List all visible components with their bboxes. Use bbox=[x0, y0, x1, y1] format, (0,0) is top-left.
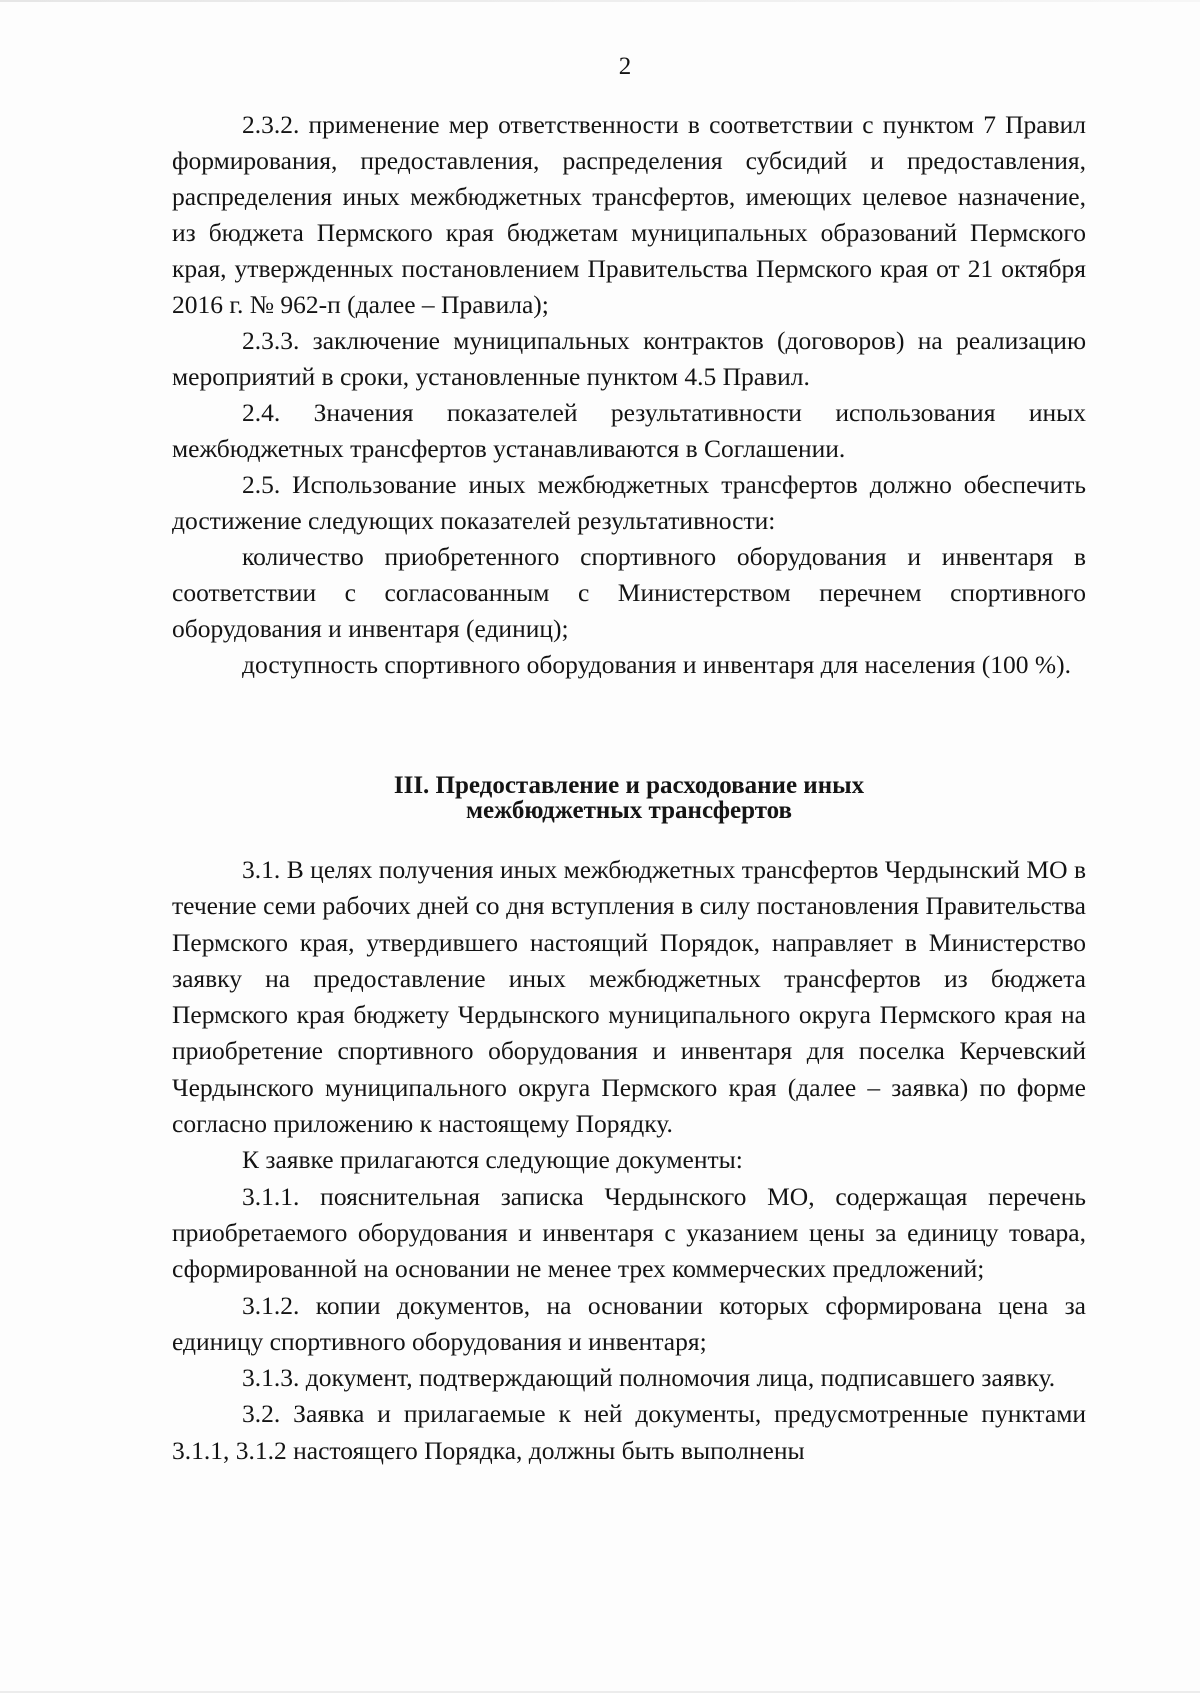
paragraph-3-1: 3.1. В целях получения иных межбюджетных трансфертов Чердынский МО в течение семи рабочих дней со дня вступления в силу постановления Правительства Пермского края, утвердившего настоящий Порядок, направляет в Министерство заявку на предоставление иных межбюджетных трансфертов из бюджета Пермского края бюджету Чердынского муниципального округа Пермского края на приобретение спортивного оборудования и инвентаря для поселка Керчевский Чердынского муниципального округа Пермского края (далее – заявка) по форме согласно приложению к настоящему Порядку. bbox=[172, 855, 1086, 1139]
paragraph-3-2: 3.2. Заявка и прилагаемые к ней документы, предусмотренные пунктами 3.1.1, 3.1.2 настоящего Порядка, должны быть выполнены bbox=[172, 1399, 1086, 1465]
paragraph-3-1-2: 3.1.2. копии документов, на основании которых сформирована цена за единицу спортивного оборудования и инвентаря; bbox=[172, 1290, 1086, 1356]
scan-edge-top bbox=[0, 0, 1200, 2]
body-text-lower bbox=[172, 852, 1086, 1469]
paragraph-attachments-intro: К заявке прилагаются следующие документы: bbox=[242, 1145, 743, 1175]
section-title-line-1: III. Предоставление и расходование иных bbox=[393, 772, 865, 799]
page-number: 2 bbox=[618, 53, 632, 80]
paragraph-2-4: 2.4. Значения показателей результативности использования иных межбюджетных трансфертов устанавливаются в Соглашении. bbox=[172, 398, 1086, 463]
section-title bbox=[172, 773, 1086, 823]
paragraph-indicator-quantity: количество приобретенного спортивного оборудования и инвентаря в соответствии с согласованным с Министерством перечнем спортивного оборудования и инвентаря (единиц); bbox=[172, 542, 1086, 643]
paragraph-3-1-3: 3.1.3. документ, подтверждающий полномочия лица, подписавшего заявку. bbox=[242, 1363, 1056, 1393]
body-text-upper bbox=[172, 107, 1086, 683]
paragraph-2-3-2: 2.3.2. применение мер ответственности в соответствии с пунктом 7 Правил формирования, предоставления, распределения субсидий и предоставления, распределения иных межбюджетных трансфертов, имеющих целевое назначение, из бюджета Пермского края бюджетам муниципальных образований Пермского края, утвержденных постановлением Правительства Пермского края от 21 октября 2016 г. № 962-п (далее – Правила); bbox=[172, 110, 1086, 319]
paragraph-2-5: 2.5. Использование иных межбюджетных трансфертов должно обеспечить достижение следующих показателей результативности: bbox=[172, 470, 1086, 535]
paragraph-3-1-1: 3.1.1. пояснительная записка Чердынского МО, содержащая перечень приобретаемого оборудования и инвентаря с указанием цены за единицу товара, сформированной на основании не менее трех коммерческих предложений; bbox=[172, 1181, 1086, 1284]
paragraph-indicator-availability: доступность спортивного оборудования и инвентаря для населения (100 %). bbox=[242, 650, 1072, 679]
paragraph-2-3-3: 2.3.3. заключение муниципальных контрактов (договоров) на реализацию мероприятий в сроки, установленные пунктом 4.5 Правил. bbox=[172, 326, 1086, 391]
section-title-line-2: межбюджетных трансфертов bbox=[465, 797, 793, 824]
